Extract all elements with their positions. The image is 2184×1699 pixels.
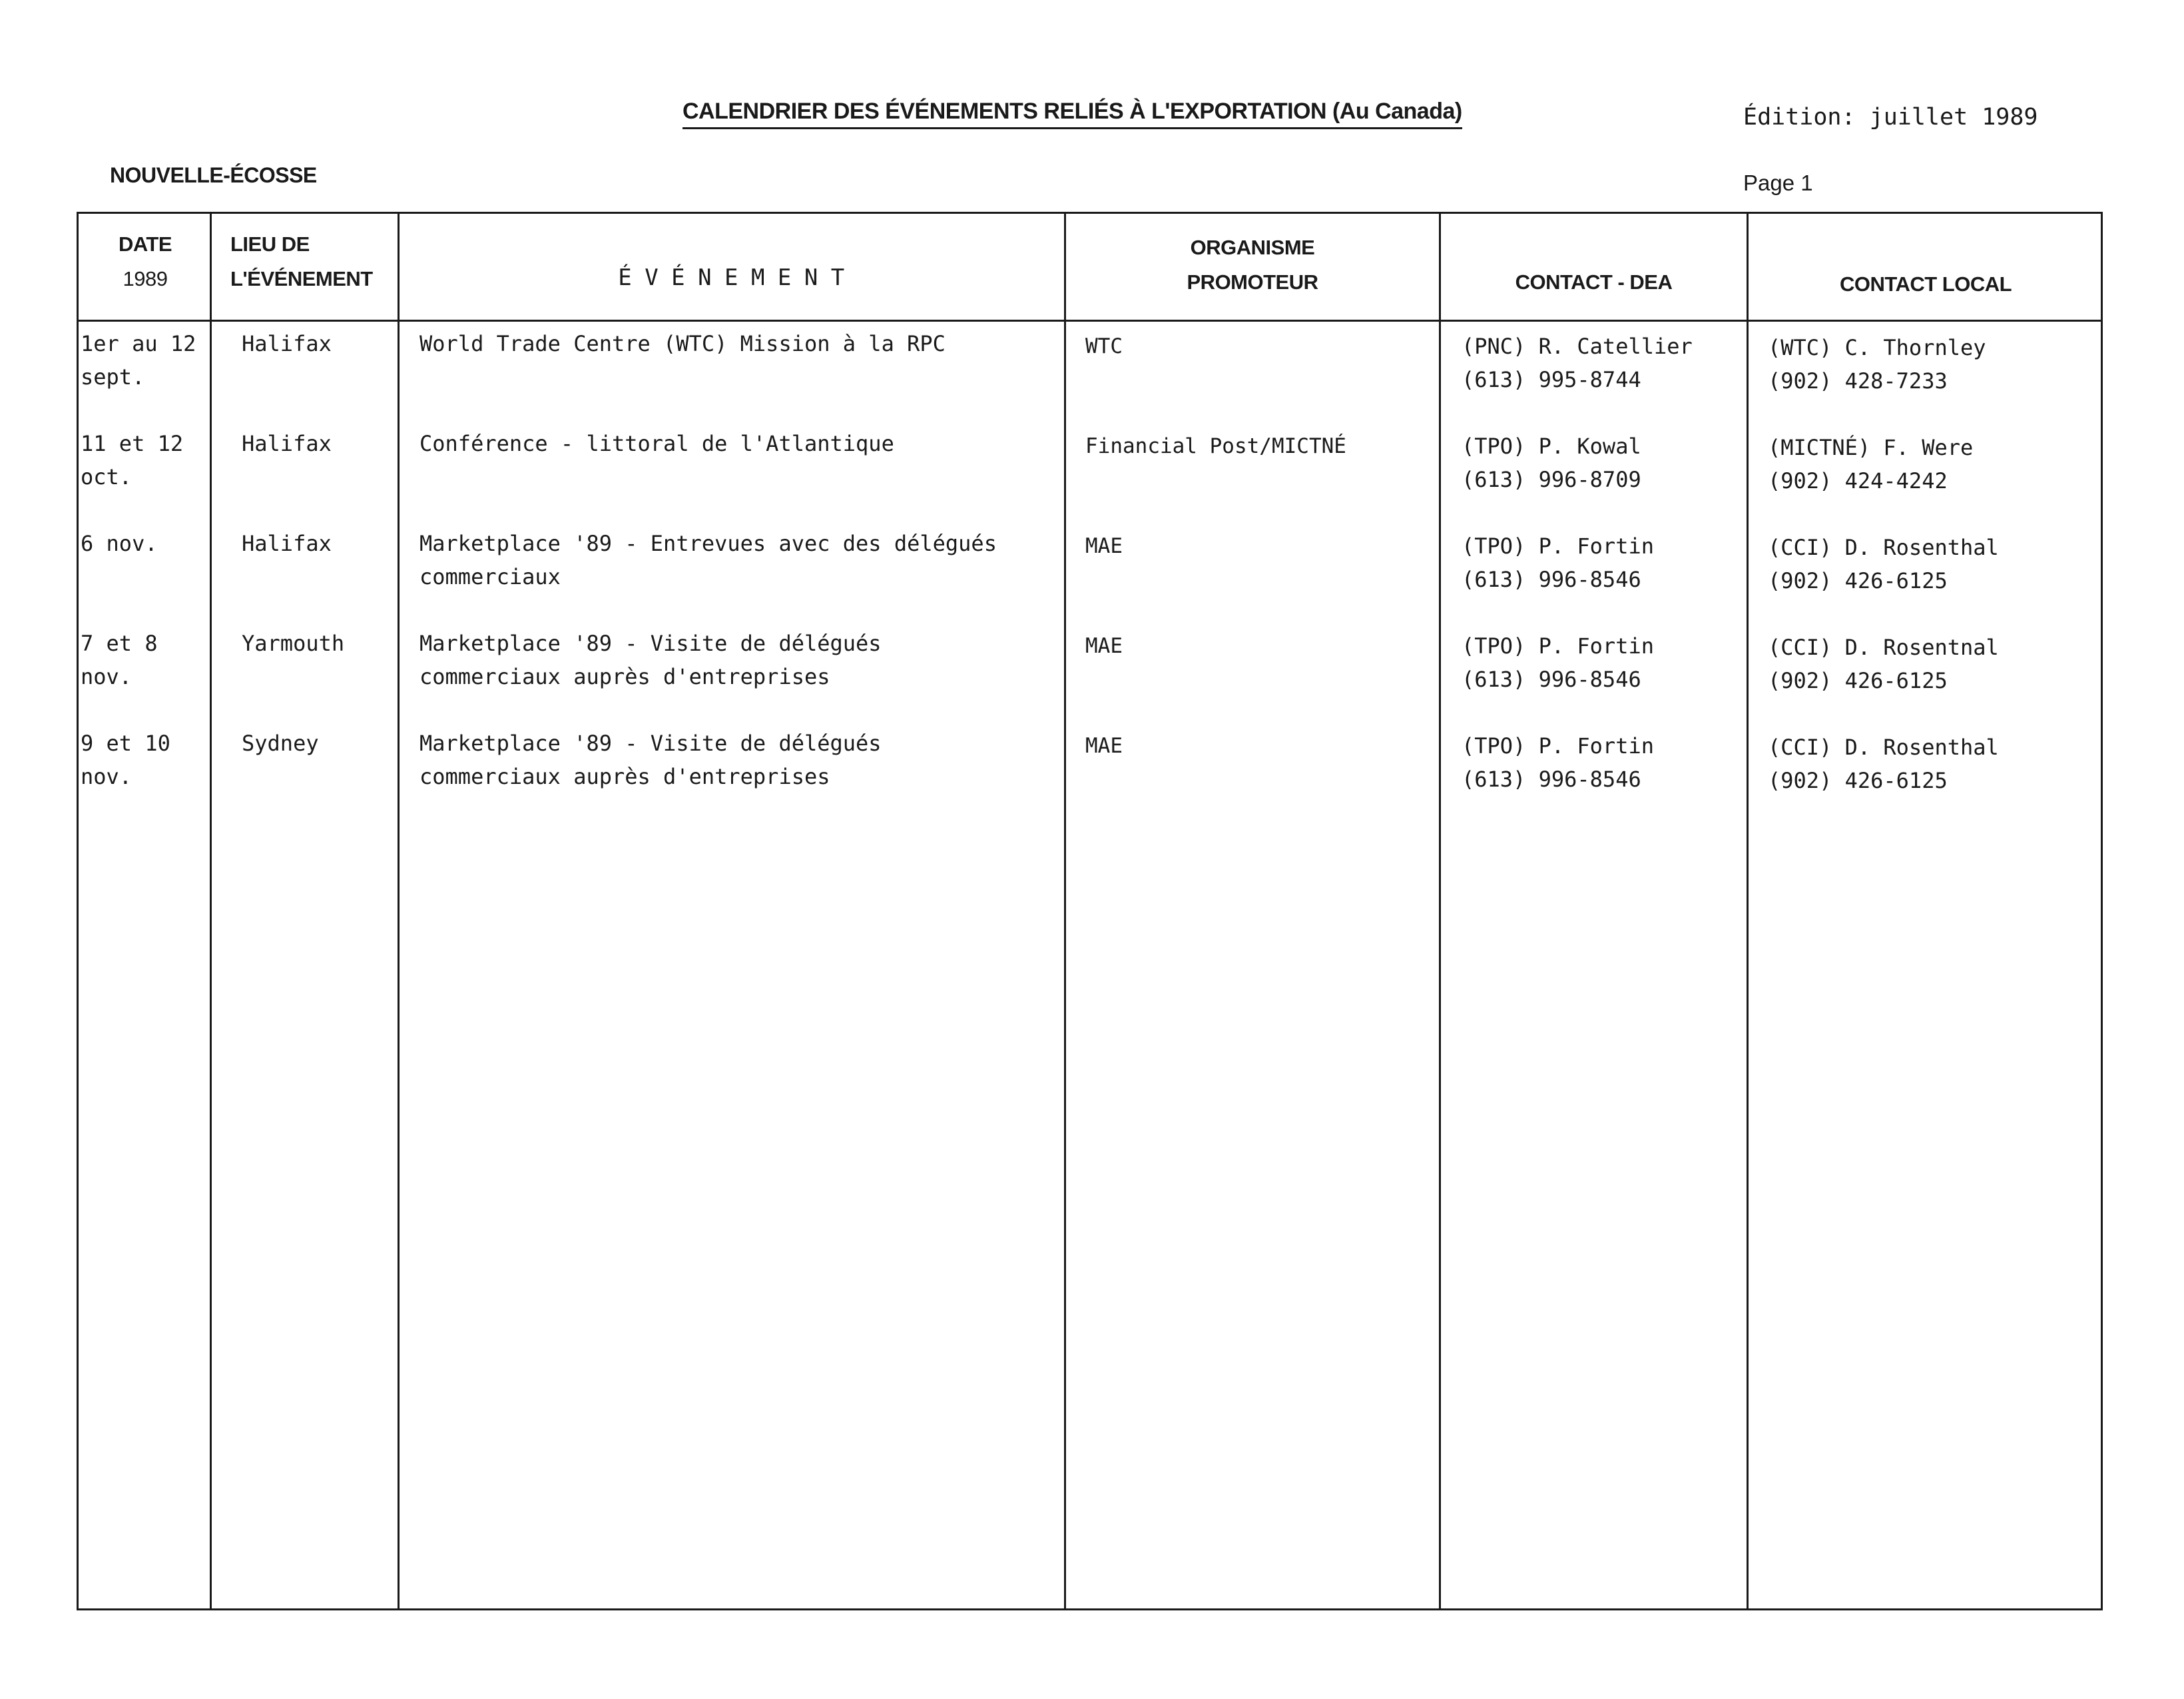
table-row (79, 327, 2101, 427)
table-row (79, 727, 2101, 827)
cell-contact-dea: (TPO) P. Fortin (613) 996-8546 (1462, 533, 1654, 592)
cell-contact-local: (CCI) D. Rosentnal (902) 426-6125 (1768, 635, 1999, 693)
cell-lieu: Halifax (242, 331, 332, 356)
header-lieu-line1: LIEU DE (230, 232, 310, 256)
header-date-label: DATE (118, 232, 172, 256)
header-divider (79, 320, 2101, 322)
header-contact-dea: CONTACT - DEA (1515, 270, 1673, 294)
cell-organisme: MAE (1085, 634, 1123, 658)
cell-evenement: World Trade Centre (WTC) Mission à la RPC (419, 331, 946, 356)
cell-evenement: Marketplace '89 - Entrevues avec des délégués commerciaux (419, 531, 997, 589)
header-organisme (1066, 230, 1439, 300)
cell-contact-local: (CCI) D. Rosenthal (902) 426-6125 (1768, 535, 1999, 593)
cell-contact-local: (MICTNÉ) F. Were (902) 424-4242 (1768, 435, 1974, 494)
table-row (79, 627, 2101, 727)
cell-date: 1er au 12 sept. (81, 331, 196, 390)
cell-organisme: Financial Post/MICTNÉ (1085, 434, 1346, 458)
cell-contact-dea: (TPO) P. Kowal (613) 996-8709 (1462, 434, 1641, 492)
cell-lieu: Yarmouth (242, 631, 345, 656)
cell-contact-dea: (TPO) P. Fortin (613) 996-8546 (1462, 733, 1654, 792)
cell-lieu: Sydney (242, 731, 319, 756)
cell-lieu: Halifax (242, 431, 332, 456)
cell-contact-local: (WTC) C. Thornley (902) 428-7233 (1768, 335, 1986, 394)
header-lieu (230, 227, 373, 296)
header-date (99, 227, 192, 296)
cell-date: 11 et 12 oct. (81, 431, 184, 490)
cell-contact-dea: (PNC) R. Catellier (613) 995-8744 (1462, 334, 1693, 392)
page-number: Page 1 (1743, 170, 1813, 195)
cell-organisme: WTC (1085, 334, 1123, 358)
header-organisme-line2: PROMOTEUR (1187, 270, 1318, 294)
edition-date: Édition: juillet 1989 (1743, 104, 2038, 131)
document-title: CALENDRIER DES ÉVÉNEMENTS RELIÉS À L'EXPORTATION (Au Canada) (682, 99, 1462, 129)
cell-organisme: MAE (1085, 534, 1123, 558)
events-table (77, 212, 2103, 1610)
header-evenement: É V É N E M E N T (618, 264, 844, 291)
cell-evenement: Conférence - littoral de l'Atlantique (419, 431, 894, 456)
cell-contact-dea: (TPO) P. Fortin (613) 996-8546 (1462, 633, 1654, 692)
cell-evenement: Marketplace '89 - Visite de délégués commerciaux auprès d'entreprises (419, 631, 882, 689)
cell-organisme: MAE (1085, 734, 1123, 758)
cell-evenement: Marketplace '89 - Visite de délégués commerciaux auprès d'entreprises (419, 731, 882, 789)
table-row (79, 427, 2101, 527)
cell-date: 9 et 10 nov. (81, 731, 170, 789)
cell-date: 6 nov. (81, 531, 158, 556)
province-label: NOUVELLE-ÉCOSSE (110, 163, 317, 187)
cell-lieu: Halifax (242, 531, 332, 556)
cell-date: 7 et 8 nov. (81, 631, 158, 689)
header-date-year: 1989 (123, 267, 168, 290)
header-contact-local: CONTACT LOCAL (1839, 272, 2012, 296)
header-lieu-line2: L'ÉVÉNEMENT (230, 267, 373, 290)
header-organisme-line1: ORGANISME (1190, 236, 1315, 259)
cell-contact-local: (CCI) D. Rosenthal (902) 426-6125 (1768, 735, 1999, 793)
table-row (79, 527, 2101, 627)
